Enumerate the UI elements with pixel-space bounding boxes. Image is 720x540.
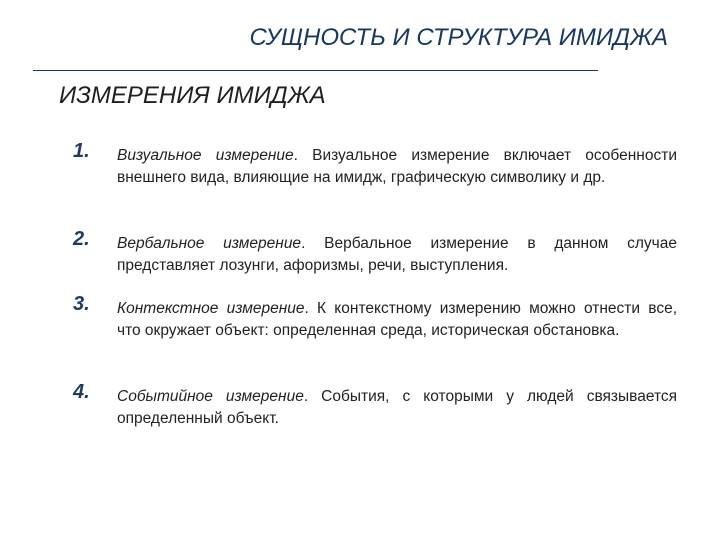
item-number: 4. (73, 381, 90, 403)
item-description: . К контекстному измерению можно отнести все, что окружает объект: определенная среда, историческая обстановка. (117, 300, 678, 339)
item-term: Визуальное измерение (117, 147, 294, 164)
item-number: 3. (73, 293, 90, 315)
item-description: . Визуальное измерение включает особенности внешнего вида, влияющие на имидж, графическую символику и др. (117, 147, 677, 186)
item-number: 1. (73, 140, 90, 162)
item-text (117, 298, 677, 342)
item-term: Контекстное измерение (117, 300, 305, 317)
item-description: . Вербальное измерение в данном случае представляет лозунги, афоризмы, речи, выступления. (117, 235, 677, 274)
item-term: Вербальное измерение (117, 235, 302, 252)
item-text (117, 145, 677, 189)
item-term: Событийное измерение (117, 388, 304, 405)
title-divider (33, 70, 598, 71)
item-text (117, 233, 677, 277)
slide-title: СУЩНОСТЬ И СТРУКТУРА ИМИДЖА (249, 24, 668, 51)
item-text (117, 386, 677, 430)
item-description: . События, с которыми у людей связывается определенный объект. (117, 388, 678, 427)
item-number: 2. (73, 228, 90, 250)
slide-subtitle: ИЗМЕРЕНИЯ ИМИДЖА (59, 82, 326, 109)
